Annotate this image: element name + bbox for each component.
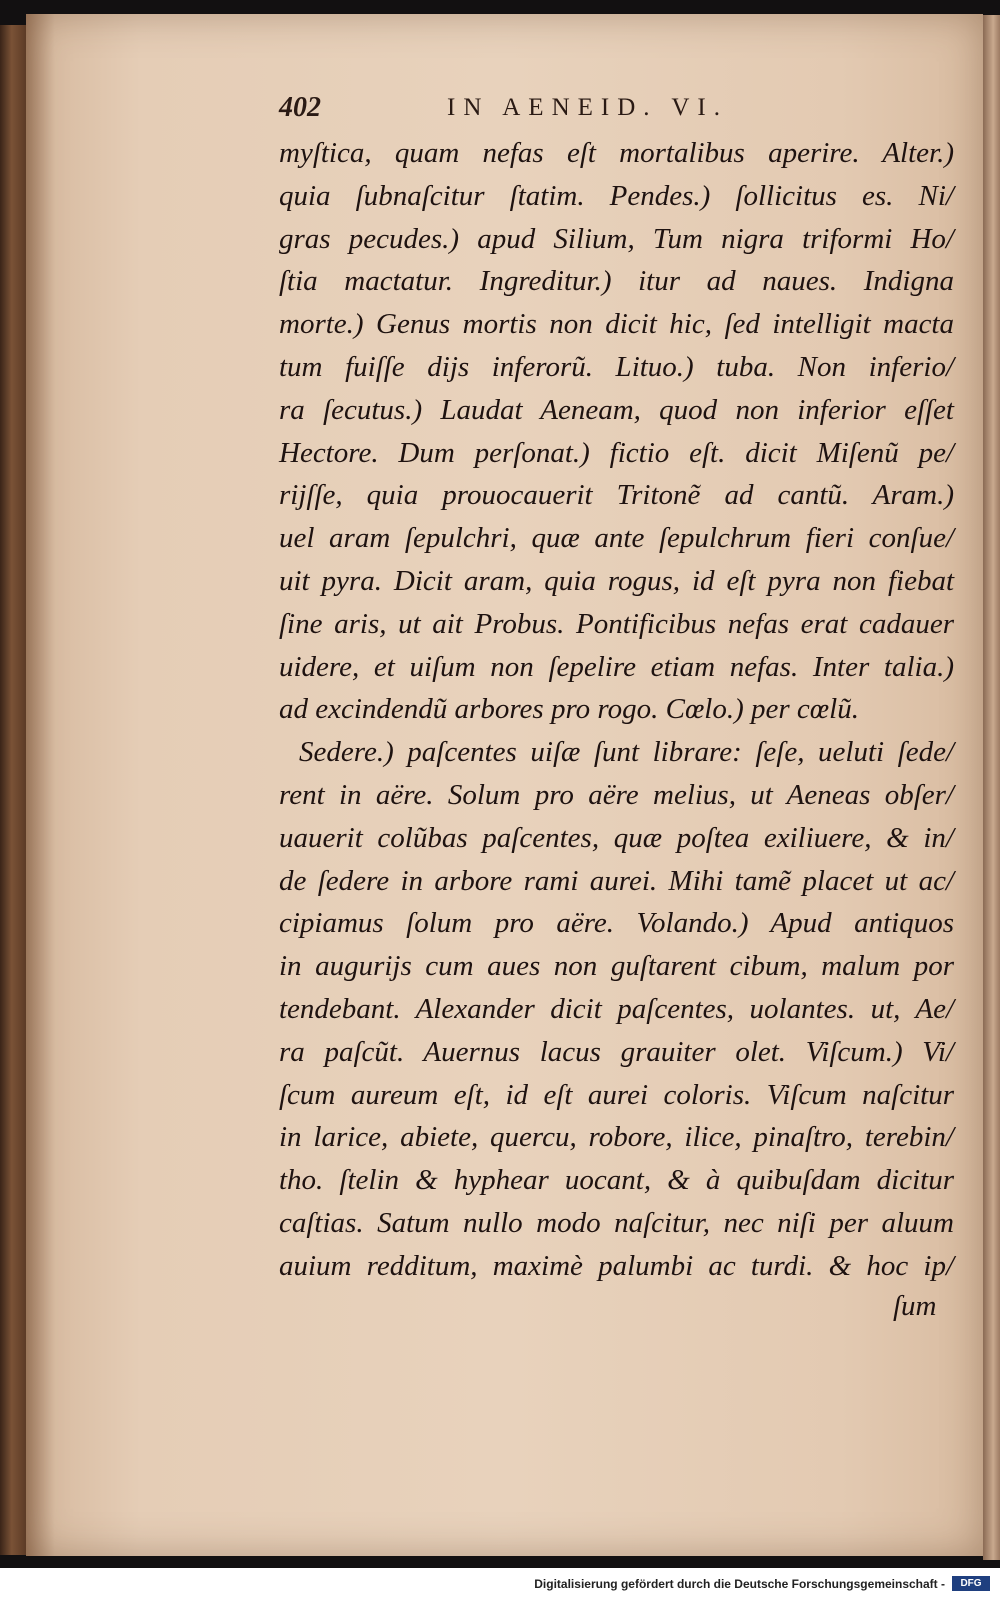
text-line: gras pecudes.) apud Silium, Tum nigra triformi Ho/ [279,222,954,255]
text-line: in augurijs cum aues non guſtarent cibum, malum por [279,950,954,983]
text-line: Hectore. Dum perſonat.) fictio eſt. dicit Miſenũ pe/ [279,436,954,469]
text-line: rijſſe, quia prouocauerit Tritonẽ ad cantũ. Aram.) [279,479,954,512]
catchword: ſum [893,1290,937,1322]
text-line: auium redditum, maximè palumbi ac turdi. & hoc ip/ [279,1249,954,1282]
book-fore-edge [983,15,1000,1560]
text-line: morte.) Genus mortis non dicit hic, ſed intelligit macta [279,308,954,341]
digitization-footer [0,1568,1000,1599]
text-line: caſtias. Satum nullo modo naſcitur, nec niſi per aluum [279,1206,954,1239]
text-line: uit pyra. Dicit aram, quia rogus, id eſt pyra non fiebat [279,564,954,597]
funding-credit: Digitalisierung gefördert durch die Deutsche Forschungsgemeinschaft - [534,1577,945,1591]
text-line: ſine aris, ut ait Probus. Pontificibus nefas erat cadauer [279,607,954,640]
text-line: tum fuiſſe dijs inferorũ. Lituo.) tuba. Non inferio/ [279,350,954,383]
text-line: ra ſecutus.) Laudat Aeneam, quod non inferior eſſet [279,393,954,426]
text-line: rent in aëre. Solum pro aëre melius, ut Aeneas obſer/ [279,778,954,811]
running-title: IN AENEID. VI. [447,94,728,121]
text-line: myſtica, quam nefas eſt mortalibus aperire. Alter.) [279,137,954,169]
text-line: de ſedere in arbore rami aurei. Mihi tamẽ placet ut ac/ [279,864,954,897]
text-block [279,132,954,1288]
text-line: ad excindendũ arbores pro rogo. Cœlo.) per cœlũ. [279,693,859,726]
text-line: tendebant. Alexander dicit paſcentes, uolantes. ut, Ae/ [279,992,954,1025]
page-number: 402 [279,92,321,123]
text-line: tho. ſtelin & hyphear uocant, & à quibuſdam dicitur [279,1164,954,1197]
text-line: ſcum aureum eſt, id eſt aurei coloris. Viſcum naſcitur [279,1078,954,1111]
text-line: Sedere.) paſcentes uiſæ ſunt librare: ſeſe, ueluti ſede/ [299,736,954,769]
dfg-logo: DFG [952,1576,990,1591]
text-line: quia ſubnaſcitur ſtatim. Pendes.) ſollicitus es. Ni/ [279,179,954,212]
text-line: cipiamus ſolum pro aëre. Volando.) Apud antiquos [279,907,954,940]
text-line: uidere, et uiſum non ſepelire etiam nefas. Inter talia.) [279,650,954,683]
text-line: uauerit colũbas paſcentes, quæ poſtea exiliuere, & in/ [279,821,954,854]
running-head [279,92,799,132]
text-line: ra paſcũt. Auernus lacus grauiter olet. Viſcum.) Vi/ [279,1035,954,1068]
book-spine-edge [0,25,26,1555]
text-line: ſtia mactatur. Ingreditur.) itur ad naues. Indigna [279,265,954,298]
text-line: uel aram ſepulchri, quæ ante ſepulchrum fieri conſue/ [279,522,954,555]
text-line: in larice, abiete, quercu, robore, ilice, pinaſtro, terebin/ [279,1121,954,1154]
